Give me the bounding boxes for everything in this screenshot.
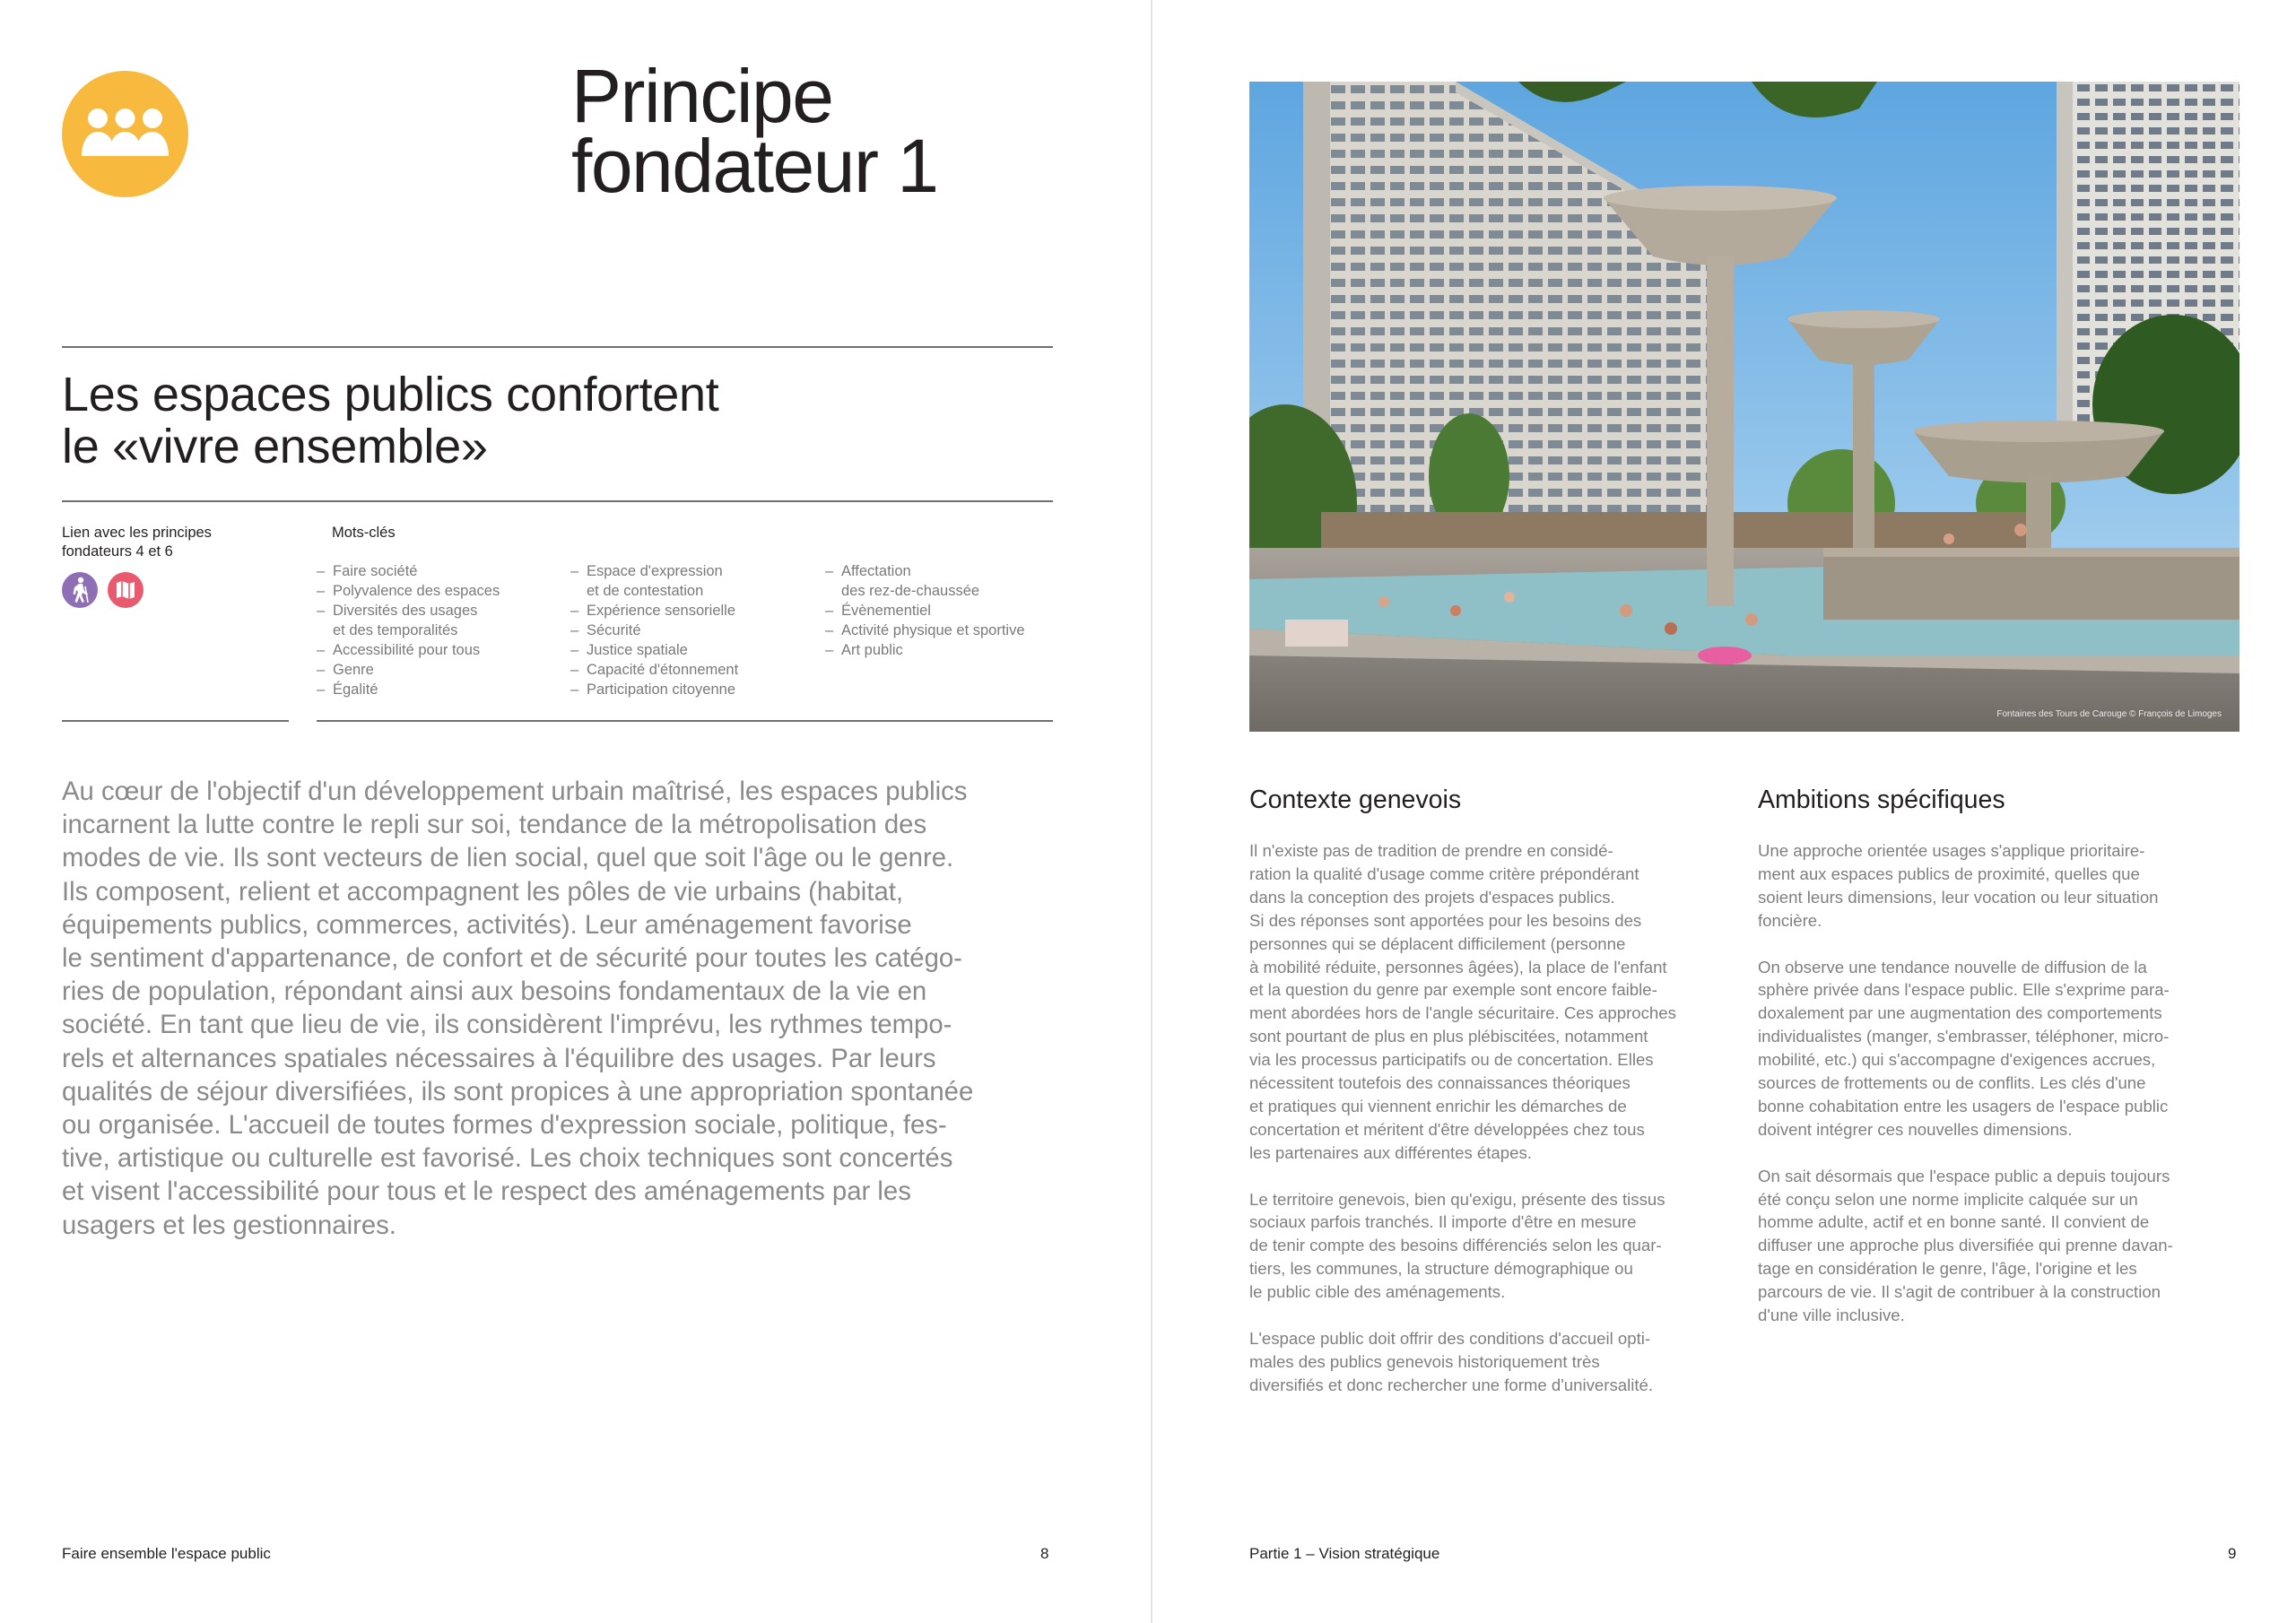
intro-paragraph bbox=[62, 775, 1057, 1242]
intro-line: le sentiment d'appartenance, de confort et de sécurité pour toutes les catégo- bbox=[62, 943, 962, 974]
ambitions-line: doxalement par une augmentation des comportements bbox=[1758, 1003, 2162, 1023]
ambitions-line: individualistes (manger, s'embrasser, téléphoner, micro- bbox=[1758, 1027, 2170, 1046]
walking-person-icon[interactable] bbox=[62, 572, 98, 608]
contexte-line: sont pourtant de plus en plus plébiscitées, notamment bbox=[1249, 1027, 1648, 1046]
divider bbox=[317, 720, 1053, 722]
keyword-item: et des temporalités bbox=[333, 622, 458, 638]
ambitions-line: On observe une tendance nouvelle de diffusion de la bbox=[1758, 957, 2147, 976]
link-label-line: Lien avec les principes bbox=[62, 525, 212, 541]
keyword-item: – Accessibilité pour tous bbox=[317, 640, 500, 660]
divider bbox=[62, 346, 1053, 348]
photo-caption: Fontaines des Tours de Carouge © François de Limoges bbox=[1996, 709, 2222, 719]
contexte-line: Si des réponses sont apportées pour les besoins des bbox=[1249, 910, 1642, 930]
intro-line: tive, artistique ou culturelle est favorisé. Les choix techniques sont concertés bbox=[62, 1143, 953, 1174]
paragraph-gap bbox=[1249, 1165, 1676, 1188]
contexte-line: dans la conception des projets d'espaces publics. bbox=[1249, 887, 1615, 907]
keyword-item: – Activité physique et sportive bbox=[825, 621, 1025, 640]
keyword-item: – Participation citoyenne bbox=[570, 680, 738, 699]
paragraph-gap bbox=[1758, 933, 2173, 956]
link-principles-label bbox=[62, 524, 212, 561]
ambitions-line: tage en considération le genre, l'âge, l'origine et les bbox=[1758, 1259, 2137, 1279]
contexte-line: males des publics genevois historiquement très bbox=[1249, 1351, 1600, 1371]
ambitions-line: foncière. bbox=[1758, 910, 1822, 930]
main-heading-line: le «vivre ensemble» bbox=[62, 420, 488, 473]
contexte-heading: Contexte genevois bbox=[1249, 785, 1462, 814]
principle-title-line: Principe bbox=[571, 54, 833, 138]
contexte-line: diversifiés et donc rechercher une forme d'universalité. bbox=[1249, 1375, 1654, 1394]
main-heading bbox=[62, 369, 718, 473]
contexte-line: concertation et méritent d'être développées chez tous bbox=[1249, 1119, 1645, 1139]
contexte-line: et pratiques qui viennent enrichir les démarches de bbox=[1249, 1096, 1627, 1115]
link-label-line: fondateurs 4 et 6 bbox=[62, 543, 173, 560]
keyword-item: – Affectation bbox=[825, 561, 1025, 581]
contexte-line: à mobilité réduite, personnes âgées), la place de l'enfant bbox=[1249, 957, 1667, 976]
main-heading-line: Les espaces publics confortent bbox=[62, 368, 719, 421]
ambitions-line: On sait désormais que l'espace public a depuis toujours bbox=[1758, 1166, 2170, 1185]
intro-line: ou organisée. L'accueil de toutes formes d'expression sociale, politique, fes- bbox=[62, 1110, 947, 1141]
intro-line: Au cœur de l'objectif d'un développement urbain maîtrisé, les espaces publics bbox=[62, 777, 968, 806]
contexte-line: Le territoire genevois, bien qu'exigu, présente des tissus bbox=[1249, 1189, 1665, 1209]
ambitions-line: ment aux espaces publics de proximité, quelles que bbox=[1758, 864, 2140, 883]
keywords-column bbox=[317, 561, 500, 699]
intro-line: ries de population, répondant ainsi aux besoins fondamentaux de la vie en bbox=[62, 976, 927, 1007]
contexte-line: les partenaires aux différentes étapes. bbox=[1249, 1142, 1532, 1162]
principle-title-line: fondateur 1 bbox=[571, 124, 938, 208]
keywords-label: Mots-clés bbox=[332, 525, 396, 541]
ambitions-heading: Ambitions spécifiques bbox=[1758, 785, 2005, 814]
ambitions-line: soient leurs dimensions, leur vocation ou leur situation bbox=[1758, 887, 2159, 907]
divider bbox=[62, 720, 289, 722]
divider bbox=[62, 500, 1053, 502]
keyword-item: – Polyvalence des espaces bbox=[317, 581, 500, 601]
keyword-item: – Genre bbox=[317, 660, 500, 680]
linked-principle-icons bbox=[62, 572, 144, 608]
paragraph-gap bbox=[1249, 1304, 1676, 1327]
contexte-line: et la question du genre par exemple sont encore faible- bbox=[1249, 980, 1657, 1000]
principle-title bbox=[571, 54, 938, 208]
ambitions-line: diffuser une approche plus diversifiée qui prenne davan- bbox=[1758, 1236, 2173, 1255]
contexte-line: via les processus participatifs ou de concertation. Elles bbox=[1249, 1050, 1654, 1070]
ambitions-line: doivent intégrer ces nouvelles dimensions. bbox=[1758, 1119, 2073, 1139]
intro-line: usagers et les gestionnaires. bbox=[62, 1210, 396, 1240]
contexte-line: de tenir compte des besoins différenciés selon les quar- bbox=[1249, 1236, 1662, 1255]
ambitions-line: mobilité, etc.) qui s'accompagne d'exigences accrues, bbox=[1758, 1050, 2156, 1070]
ambitions-line: sphère privée dans l'espace public. Elle s'exprime para- bbox=[1758, 980, 2170, 1000]
ambitions-text bbox=[1758, 839, 2173, 1327]
paragraph-gap bbox=[1758, 1141, 2173, 1165]
contexte-line: ration la qualité d'usage comme critère prépondérant bbox=[1249, 864, 1639, 883]
group-people-icon bbox=[62, 71, 188, 197]
ambitions-line: d'une ville inclusive. bbox=[1758, 1306, 1905, 1325]
intro-line: équipements publics, commerces, activités). Leur aménagement favorise bbox=[62, 909, 912, 940]
contexte-line: Il n'existe pas de tradition de prendre en considé- bbox=[1249, 841, 1613, 860]
keyword-item: des rez-de-chaussée bbox=[841, 583, 980, 599]
ambitions-line: homme adulte, actif et en bonne santé. Il convient de bbox=[1758, 1212, 2150, 1232]
footer-title: Partie 1 – Vision stratégique bbox=[1249, 1545, 1440, 1562]
keyword-item: – Sécurité bbox=[570, 621, 738, 640]
keyword-item: – Capacité d'étonnement bbox=[570, 660, 738, 680]
ambitions-line: parcours de vie. Il s'agit de contribuer à la construction bbox=[1758, 1282, 2161, 1302]
keywords-column bbox=[825, 561, 1025, 660]
contexte-line: tiers, les communes, la structure démographique ou bbox=[1249, 1259, 1633, 1279]
ambitions-line: sources de frottements ou de conflits. Les clés d'une bbox=[1758, 1073, 2146, 1093]
page-number: 8 bbox=[1040, 1545, 1049, 1562]
contexte-line: le public cible des aménagements. bbox=[1249, 1282, 1506, 1302]
contexte-line: ment abordées hors de l'angle sécuritaire. Ces approches bbox=[1249, 1003, 1676, 1023]
intro-line: société. En tant que lieu de vie, ils considèrent l'imprévu, les rythmes tempo- bbox=[62, 1010, 952, 1040]
intro-line: qualités de séjour diversifiées, ils sont propices à une appropriation spontanée bbox=[62, 1076, 974, 1107]
ambitions-line: bonne cohabitation entre les usagers de l'espace public bbox=[1758, 1096, 2169, 1115]
map-icon[interactable] bbox=[108, 572, 144, 608]
contexte-line: sociaux parfois tranchés. Il importe d'être en mesure bbox=[1249, 1212, 1637, 1232]
intro-line: rels et alternances spatiales nécessaires à l'équilibre des usages. Par leurs bbox=[62, 1043, 936, 1073]
page-number: 9 bbox=[2228, 1545, 2237, 1562]
keyword-item: et de contestation bbox=[587, 583, 704, 599]
keyword-item: – Art public bbox=[825, 640, 1025, 660]
intro-line: modes de vie. Ils sont vecteurs de lien social, quel que soit l'âge ou le genre. bbox=[62, 843, 954, 873]
keyword-item: – Diversités des usages bbox=[317, 601, 500, 621]
keyword-item: – Espace d'expression bbox=[570, 561, 738, 581]
keyword-item: – Faire société bbox=[317, 561, 500, 581]
ambitions-line: été conçu selon une norme implicite calquée sur un bbox=[1758, 1189, 2138, 1209]
footer-title: Faire ensemble l'espace public bbox=[62, 1545, 271, 1562]
contexte-text bbox=[1249, 839, 1676, 1397]
contexte-line: nécessitent toutefois des connaissances théoriques bbox=[1249, 1073, 1631, 1093]
keyword-item: – Égalité bbox=[317, 680, 500, 699]
intro-line: incarnent la lutte contre le repli sur soi, tendance de la métropolisation des bbox=[62, 810, 927, 840]
intro-line: et visent l'accessibilité pour tous et le respect des aménagements par les bbox=[62, 1176, 911, 1207]
ambitions-line: Une approche orientée usages s'applique prioritaire- bbox=[1758, 841, 2145, 860]
intro-line: Ils composent, relient et accompagnent les pôles de vie urbains (habitat, bbox=[62, 876, 904, 907]
contexte-line: L'espace public doit offrir des conditions d'accueil opti- bbox=[1249, 1329, 1651, 1348]
keyword-item: – Évènementiel bbox=[825, 601, 1025, 621]
keyword-item: – Justice spatiale bbox=[570, 640, 738, 660]
keywords-column bbox=[570, 561, 738, 699]
keyword-item: – Expérience sensorielle bbox=[570, 601, 738, 621]
fountain-photo bbox=[1249, 82, 2239, 732]
contexte-line: personnes qui se déplacent difficilement (personne bbox=[1249, 933, 1626, 953]
